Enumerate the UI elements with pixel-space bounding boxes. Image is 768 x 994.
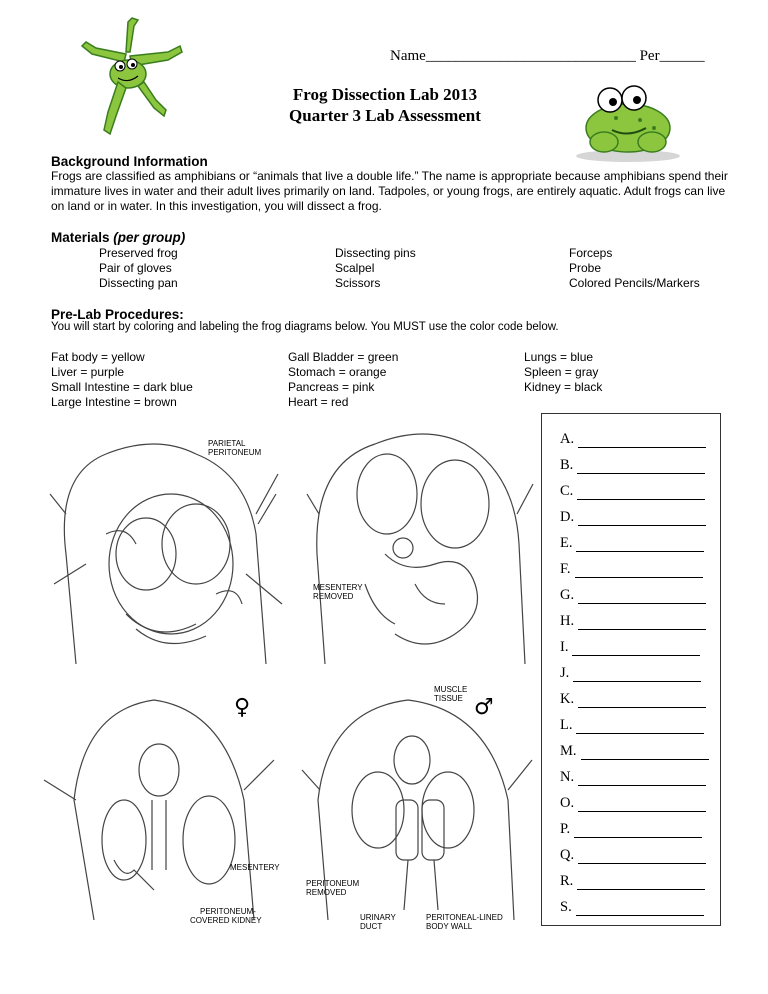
- label-urinary-duct-1: URINARY: [360, 913, 396, 922]
- label-parietal-peritoneum-1: PARIETAL: [208, 439, 246, 448]
- label-mesentery: MESENTERY: [230, 863, 280, 872]
- color-code-column-1: [51, 350, 193, 410]
- male-symbol: ♂: [474, 695, 494, 720]
- answer-box: [541, 413, 721, 926]
- answer-row-f[interactable]: [560, 561, 703, 578]
- answer-line[interactable]: [578, 433, 706, 448]
- material-item: Pair of gloves: [99, 261, 172, 275]
- materials-heading-text: Materials: [51, 230, 110, 245]
- label-parietal-peritoneum-2: PERITONEUM: [208, 448, 262, 457]
- answer-line[interactable]: [578, 849, 706, 864]
- answer-letter: J.: [560, 665, 570, 681]
- answer-line[interactable]: [576, 901, 704, 916]
- color-code-item: Fat body = yellow: [51, 350, 145, 364]
- sitting-frog-illustration: [564, 72, 686, 164]
- color-code-item: Kidney = black: [524, 380, 603, 394]
- answer-line[interactable]: [572, 641, 700, 656]
- answer-letter: S.: [560, 899, 572, 915]
- leaping-frog-illustration: [68, 12, 188, 142]
- answer-letter: B.: [560, 457, 574, 473]
- answer-line[interactable]: [575, 563, 703, 578]
- answer-row-s[interactable]: [560, 899, 704, 916]
- color-code-item: Gall Bladder = green: [288, 350, 399, 364]
- color-code-item: Pancreas = pink: [288, 380, 375, 394]
- answer-row-i[interactable]: [560, 639, 700, 656]
- answer-row-e[interactable]: [560, 535, 704, 552]
- label-muscle-tissue-2: TISSUE: [434, 694, 463, 703]
- label-peritoneal-wall-2: BODY WALL: [426, 922, 473, 931]
- label-peritoneum-removed-1: PERITONEUM: [306, 879, 360, 888]
- label-peritoneal-wall-1: PERITONEAL-LINED: [426, 913, 503, 922]
- color-code-item: Stomach = orange: [288, 365, 387, 379]
- prelab-text: You will start by coloring and labeling the frog diagrams below. You MUST use the color code below.: [51, 321, 559, 333]
- answer-line[interactable]: [577, 459, 705, 474]
- label-mesentery-removed-1: MESENTERY: [313, 583, 363, 592]
- answer-row-j[interactable]: [560, 665, 701, 682]
- color-code-item: Large Intestine = brown: [51, 395, 177, 409]
- label-peritoneum-removed-2: REMOVED: [306, 888, 347, 897]
- color-code-item: Heart = red: [288, 395, 349, 409]
- answer-row-a[interactable]: [560, 431, 706, 448]
- answer-line[interactable]: [576, 719, 704, 734]
- answer-row-p[interactable]: [560, 821, 702, 838]
- material-item: Probe: [569, 261, 602, 275]
- answer-row-d[interactable]: [560, 509, 706, 526]
- materials-heading-note: (per group): [113, 230, 186, 245]
- answer-line[interactable]: [577, 485, 705, 500]
- frog-diagram-ventral-1: [46, 414, 286, 674]
- frog-diagram-male: [298, 680, 534, 932]
- materials-column-3: [569, 246, 700, 291]
- answer-row-m[interactable]: [560, 743, 709, 760]
- answer-letter: R.: [560, 873, 574, 889]
- materials-heading: [51, 230, 185, 245]
- answer-line[interactable]: [577, 875, 705, 890]
- answer-line[interactable]: [578, 615, 706, 630]
- name-label: Name: [390, 48, 426, 64]
- name-period-line: [390, 48, 705, 65]
- answer-line[interactable]: [578, 693, 706, 708]
- answer-letter: A.: [560, 431, 575, 447]
- answer-row-q[interactable]: [560, 847, 706, 864]
- label-peritoneum-kidney-2: COVERED KIDNEY: [190, 916, 262, 925]
- material-item: Dissecting pan: [99, 276, 178, 290]
- period-label: Per: [639, 48, 660, 64]
- title-line-2: Quarter 3 Lab Assessment: [289, 106, 481, 125]
- name-blank[interactable]: ____________________________: [425, 48, 636, 64]
- answer-row-o[interactable]: [560, 795, 706, 812]
- answer-letter: M.: [560, 743, 577, 759]
- answer-line[interactable]: [578, 511, 706, 526]
- answer-line[interactable]: [578, 797, 706, 812]
- answer-letter: C.: [560, 483, 574, 499]
- answer-row-b[interactable]: [560, 457, 705, 474]
- answer-letter: E.: [560, 535, 573, 551]
- color-code-column-3: [524, 350, 602, 395]
- color-code-column-2: [288, 350, 398, 410]
- answer-letter: H.: [560, 613, 575, 629]
- prelab-heading: Pre-Lab Procedures:: [51, 307, 184, 322]
- title-line-1: Frog Dissection Lab 2013: [292, 85, 478, 104]
- answer-row-n[interactable]: [560, 769, 706, 786]
- answer-row-c[interactable]: [560, 483, 705, 500]
- material-item: Dissecting pins: [335, 246, 416, 260]
- label-mesentery-removed-2: REMOVED: [313, 592, 354, 601]
- answer-row-r[interactable]: [560, 873, 705, 890]
- color-code-item: Liver = purple: [51, 365, 125, 379]
- materials-column-2: [335, 246, 416, 291]
- period-blank[interactable]: ______: [659, 48, 705, 64]
- background-heading: Background Information: [51, 154, 208, 169]
- frog-diagram-ventral-2: [305, 414, 535, 674]
- answer-row-k[interactable]: [560, 691, 706, 708]
- answer-row-l[interactable]: [560, 717, 704, 734]
- color-code-item: Lungs = blue: [524, 350, 594, 364]
- answer-letter: P.: [560, 821, 571, 837]
- answer-letter: N.: [560, 769, 575, 785]
- page-title: [200, 84, 570, 126]
- answer-letter: F.: [560, 561, 571, 577]
- material-item: Scalpel: [335, 261, 375, 275]
- label-urinary-duct-2: DUCT: [360, 922, 383, 931]
- background-text: Frogs are classified as amphibians or “animals that live a double life.” The name is appropriate because amphibians spend their immature lives in water and their adult lives primarily on land. Tadpoles, or young frogs, are entirely aquatic. Adult frogs can live on land or in water. In this investigation, you will dissect a frog.: [51, 169, 728, 213]
- answer-letter: G.: [560, 587, 575, 603]
- material-item: Colored Pencils/Markers: [569, 276, 700, 290]
- material-item: Scissors: [335, 276, 381, 290]
- material-item: Forceps: [569, 246, 613, 260]
- label-peritoneum-kidney-1: PERITONEUM-: [200, 907, 256, 916]
- answer-letter: D.: [560, 509, 575, 525]
- answer-letter: O.: [560, 795, 575, 811]
- answer-letter: Q.: [560, 847, 575, 863]
- answer-line[interactable]: [576, 537, 704, 552]
- answer-letter: L.: [560, 717, 573, 733]
- answer-line[interactable]: [574, 823, 702, 838]
- answer-line[interactable]: [578, 589, 706, 604]
- answer-letter: K.: [560, 691, 575, 707]
- answer-row-g[interactable]: [560, 587, 706, 604]
- answer-line[interactable]: [573, 667, 701, 682]
- female-symbol: ♀: [234, 695, 251, 720]
- answer-letter: I.: [560, 639, 569, 655]
- color-code-item: Spleen = gray: [524, 365, 599, 379]
- answer-line[interactable]: [578, 771, 706, 786]
- material-item: Preserved frog: [99, 246, 178, 260]
- color-code-item: Small Intestine = dark blue: [51, 380, 193, 394]
- answer-line[interactable]: [581, 745, 709, 760]
- label-muscle-tissue-1: MUSCLE: [434, 685, 468, 694]
- answer-row-h[interactable]: [560, 613, 706, 630]
- frog-diagram-female: [34, 680, 284, 930]
- materials-column-1: [99, 246, 178, 291]
